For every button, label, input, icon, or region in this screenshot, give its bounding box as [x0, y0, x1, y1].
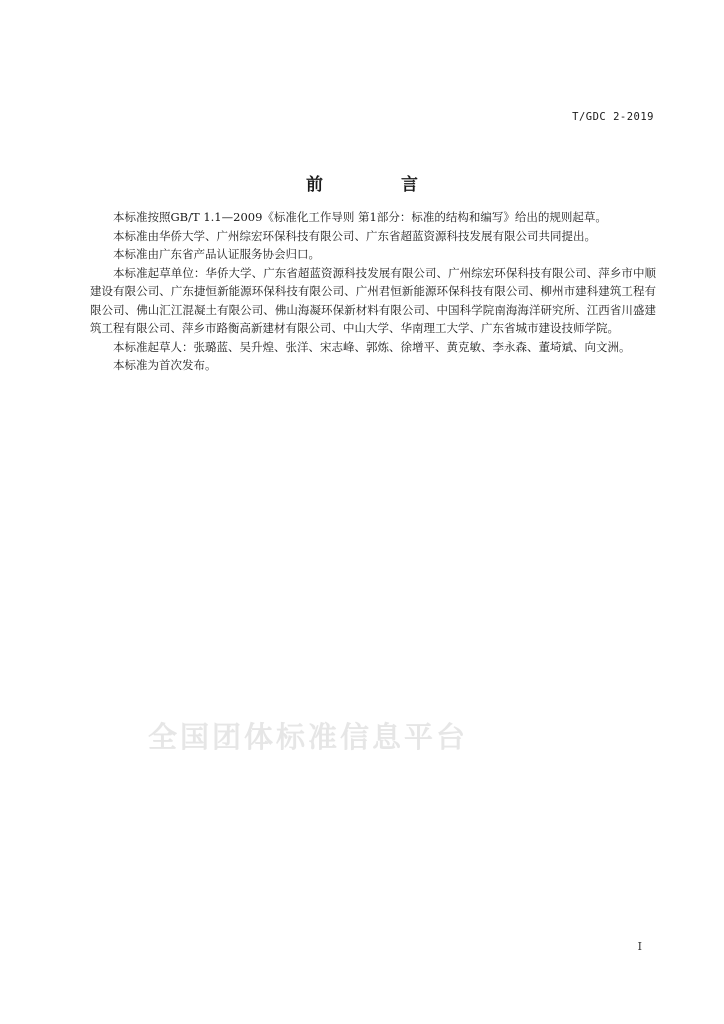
paragraph-drafters: 本标准起草人：张璐蓝、吴升煌、张洋、宋志峰、郭炼、徐增平、黄克敏、李永森、董埼斌、向文洲。	[113, 339, 631, 354]
paragraph-proposers: 本标准由华侨大学、广州综宏环保科技有限公司、广东省超蓝资源科技发展有限公司共同提出。	[113, 228, 596, 243]
paragraph-drafting-rules: 本标准按照GB/T 1.1—2009《标准化工作导则 第1部分：标准的结构和编写》给出的规则起草。	[113, 210, 607, 224]
section-heading-foreword: 前 言	[306, 175, 454, 195]
standard-code: T/GDC 2-2019	[572, 111, 654, 123]
page-number: I	[637, 940, 642, 953]
paragraph-administration: 本标准由广东省产品认证服务协会归口。	[113, 247, 320, 261]
paragraph-drafting-units: 本标准起草单位：华侨大学、广东省超蓝资源科技发展有限公司、广州综宏环保科技有限公司、萍乡市中顺建设有限公司、广东捷恒新能源环保科技有限公司、广州君恒新能源环保科技有限公司、柳州市建科建筑工程有限公司、佛山汇江混凝土有限公司、佛山海凝环保新材料有限公司、中国科学院南海海洋研究所、江西省川盛建筑工程有限公司、萍乡市路衡高新建材有限公司、中山大学、华南理工大学、广东省城市建设技师学院。	[90, 265, 656, 335]
paragraph-first-release: 本标准为首次发布。	[113, 358, 217, 372]
foreword-body	[90, 208, 656, 375]
watermark: 全国团体标准信息平台	[148, 720, 469, 754]
